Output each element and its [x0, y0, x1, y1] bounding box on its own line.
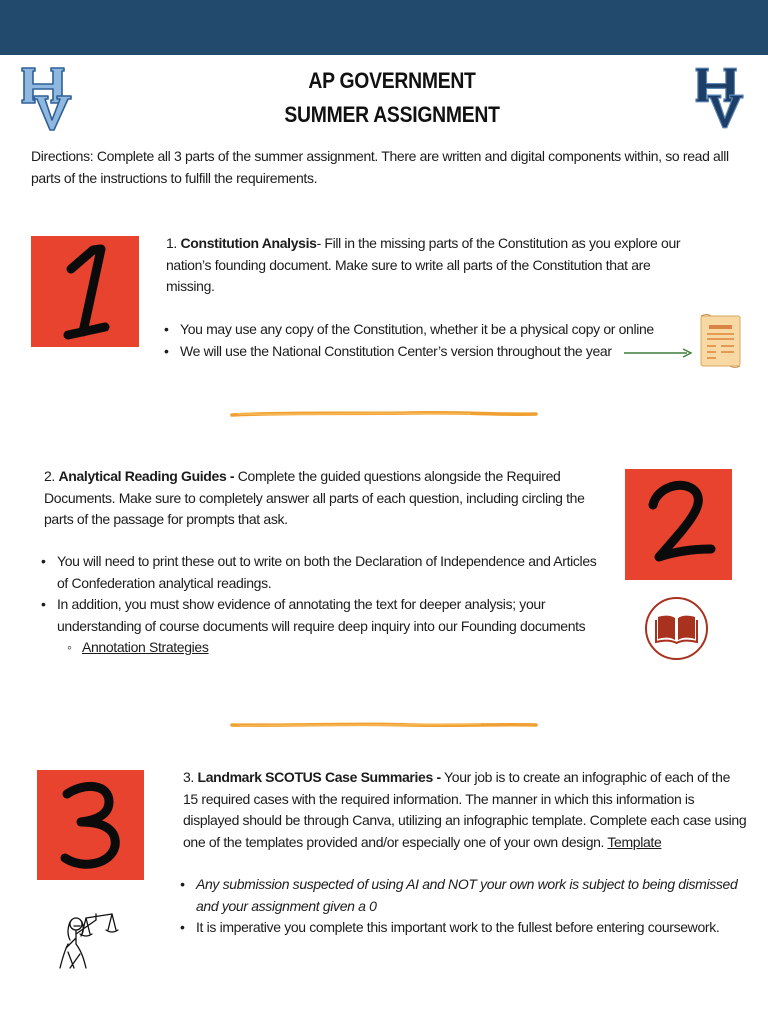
number-two-box	[625, 469, 732, 580]
part3-heading: Landmark SCOTUS Case Summaries -	[197, 769, 441, 785]
list-item	[57, 594, 602, 659]
annotation-strategies-link[interactable]: ◦ Annotation Strategies	[82, 637, 602, 659]
part1-bullets	[180, 319, 680, 362]
number-three-icon	[37, 770, 144, 880]
open-book-icon	[644, 596, 709, 661]
part2-heading: Analytical Reading Guides -	[58, 468, 235, 484]
part3-text: Your job is to create an infographic of each of the 15 required cases with the required information. The manner in which this information is displayed should be through Canva, utilizing an infographic template. Complete each case using one of the templates provided and/or especially one of your own design.	[183, 769, 747, 850]
lady-justice-icon	[56, 904, 132, 970]
part3-number: 3.	[183, 769, 194, 785]
list-item-text: In addition, you must show evidence of annotating the text for deeper analysis; your understanding of course documents will require deep inquiry into our Founding documents	[57, 596, 586, 634]
list-item: • It is imperative you complete this important work to the fullest before entering coursework.	[196, 917, 746, 939]
brush-stroke-divider	[230, 406, 538, 424]
part2-bullets	[57, 551, 602, 659]
list-item: • Any submission suspected of using AI and NOT your own work is subject to being dismissed and your assignment given a 0	[196, 874, 746, 917]
number-two-icon	[625, 469, 732, 580]
template-link[interactable]: Template	[607, 833, 662, 850]
part1-text: - Fill in the missing parts of the Constitution as you explore our nation’s founding document. Make sure to write all parts of the Constitution that are missing.	[166, 235, 681, 294]
page-title	[205, 64, 578, 132]
constitution-scroll-icon	[699, 313, 742, 369]
hv-logo-left-icon	[20, 66, 74, 137]
title-line-2: SUMMER ASSIGNMENT	[284, 102, 500, 127]
part1-heading: Constitution Analysis	[180, 235, 317, 251]
number-one-icon	[31, 236, 139, 347]
arrow-right-icon	[623, 346, 693, 364]
brush-stroke-divider	[230, 717, 538, 735]
part2-sub-bullets	[57, 637, 602, 659]
part1-block	[166, 233, 686, 298]
part1-number: 1.	[166, 235, 177, 251]
number-three-box	[37, 770, 144, 880]
part2-block	[44, 466, 594, 531]
part2-text: Complete the guided questions alongside the Required Documents. Make sure to completely answer all parts of each question, including circling the parts of the passage for prompts that ask.	[44, 468, 585, 527]
header-bar	[0, 0, 768, 55]
number-one-box	[31, 236, 139, 347]
title-line-1: AP GOVERNMENT	[308, 68, 476, 93]
hv-logo-right-icon	[694, 66, 746, 135]
list-item: • You will need to print these out to write on both the Declaration of Independence and Articles of Confederation analytical readings.	[57, 551, 602, 594]
part3-bullets	[196, 874, 746, 939]
list-item: • You may use any copy of the Constitution, whether it be a physical copy or online	[180, 319, 680, 341]
part3-block	[183, 767, 748, 853]
list-item: • We will use the National Constitution Center’s version throughout the year	[180, 341, 680, 363]
directions-text: Directions: Complete all 3 parts of the summer assignment. There are written and digital components within, so read alll parts of the instructions to fulfill the requirements.	[31, 148, 729, 186]
part2-number: 2.	[44, 468, 55, 484]
